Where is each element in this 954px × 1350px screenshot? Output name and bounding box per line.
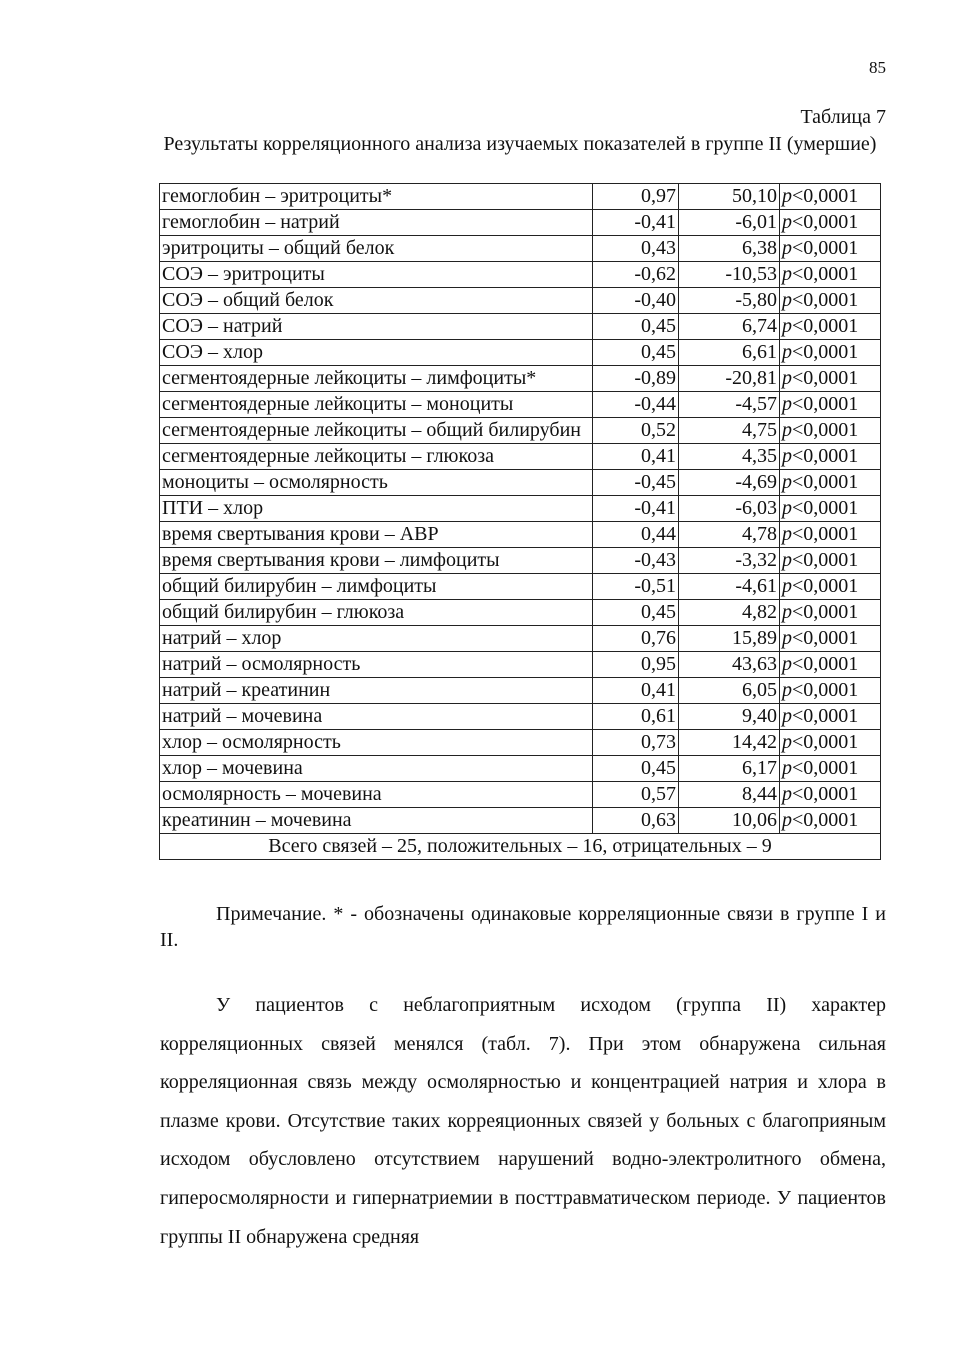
p-symbol: p xyxy=(782,497,792,519)
correlation-coefficient-cell: 0,41 xyxy=(593,444,679,470)
t-statistic-cell: 4,78 xyxy=(679,522,780,548)
correlation-table xyxy=(159,183,881,860)
p-value: <0,0001 xyxy=(792,185,859,207)
indicator-pair-cell: эритроциты – общий белок xyxy=(160,236,593,262)
correlation-coefficient-cell: 0,73 xyxy=(593,730,679,756)
p-value-cell xyxy=(780,782,881,808)
t-statistic-cell: 6,05 xyxy=(679,678,780,704)
p-symbol: p xyxy=(782,653,792,675)
table-row xyxy=(160,236,881,262)
indicator-pair-cell: осмолярность – мочевина xyxy=(160,782,593,808)
p-value-cell xyxy=(780,184,881,210)
t-statistic-cell: 4,35 xyxy=(679,444,780,470)
table-row xyxy=(160,392,881,418)
correlation-coefficient-cell: 0,45 xyxy=(593,756,679,782)
correlation-coefficient-cell: 0,76 xyxy=(593,626,679,652)
p-value-cell xyxy=(780,704,881,730)
table-row xyxy=(160,470,881,496)
p-value: <0,0001 xyxy=(792,783,859,805)
p-symbol: p xyxy=(782,445,792,467)
p-value: <0,0001 xyxy=(792,367,859,389)
p-value-cell xyxy=(780,808,881,834)
correlation-coefficient-cell: -0,43 xyxy=(593,548,679,574)
table-label: Таблица 7 xyxy=(800,106,886,128)
p-symbol: p xyxy=(782,237,792,259)
indicator-pair-cell: время свертывания крови – лимфоциты xyxy=(160,548,593,574)
table-row xyxy=(160,782,881,808)
correlation-coefficient-cell: 0,44 xyxy=(593,522,679,548)
correlation-coefficient-cell: -0,44 xyxy=(593,392,679,418)
indicator-pair-cell: сегментоядерные лейкоциты – моноциты xyxy=(160,392,593,418)
p-value-cell xyxy=(780,600,881,626)
t-statistic-cell: 14,42 xyxy=(679,730,780,756)
p-value-cell xyxy=(780,262,881,288)
p-value-cell xyxy=(780,626,881,652)
p-value: <0,0001 xyxy=(792,705,859,727)
p-symbol: p xyxy=(782,679,792,701)
table-caption: Результаты корреляционного анализа изучаемых показателей в группе II (умершие) xyxy=(163,133,877,155)
p-symbol: p xyxy=(782,601,792,623)
table-row xyxy=(160,756,881,782)
p-value-cell xyxy=(780,678,881,704)
p-value: <0,0001 xyxy=(792,575,859,597)
p-symbol: p xyxy=(782,471,792,493)
table-row xyxy=(160,548,881,574)
indicator-pair-cell: натрий – хлор xyxy=(160,626,593,652)
table-row xyxy=(160,288,881,314)
correlation-coefficient-cell: -0,89 xyxy=(593,366,679,392)
p-value-cell xyxy=(780,236,881,262)
table-row xyxy=(160,210,881,236)
p-value: <0,0001 xyxy=(792,263,859,285)
p-symbol: p xyxy=(782,523,792,545)
table-row xyxy=(160,600,881,626)
indicator-pair-cell: время свертывания крови – АВР xyxy=(160,522,593,548)
t-statistic-cell: -20,81 xyxy=(679,366,780,392)
t-statistic-cell: 6,38 xyxy=(679,236,780,262)
correlation-coefficient-cell: 0,52 xyxy=(593,418,679,444)
p-value-cell xyxy=(780,756,881,782)
correlation-table-body xyxy=(160,184,881,860)
p-symbol: p xyxy=(782,419,792,441)
p-symbol: p xyxy=(782,367,792,389)
p-value-cell xyxy=(780,366,881,392)
p-value: <0,0001 xyxy=(792,809,859,831)
t-statistic-cell: 9,40 xyxy=(679,704,780,730)
p-value: <0,0001 xyxy=(792,445,859,467)
p-value-cell xyxy=(780,548,881,574)
indicator-pair-cell: СОЭ – хлор xyxy=(160,340,593,366)
p-value-cell xyxy=(780,392,881,418)
t-statistic-cell: -3,32 xyxy=(679,548,780,574)
t-statistic-cell: -5,80 xyxy=(679,288,780,314)
correlation-coefficient-cell: -0,51 xyxy=(593,574,679,600)
p-symbol: p xyxy=(782,289,792,311)
p-value-cell xyxy=(780,496,881,522)
indicator-pair-cell: натрий – осмолярность xyxy=(160,652,593,678)
indicator-pair-cell: сегментоядерные лейкоциты – общий билирубин xyxy=(160,418,593,444)
table-row xyxy=(160,418,881,444)
indicator-pair-cell: гемоглобин – натрий xyxy=(160,210,593,236)
t-statistic-cell: -4,69 xyxy=(679,470,780,496)
table-row xyxy=(160,704,881,730)
p-value-cell xyxy=(780,730,881,756)
p-value-cell xyxy=(780,288,881,314)
p-symbol: p xyxy=(782,185,792,207)
correlation-coefficient-cell: 0,57 xyxy=(593,782,679,808)
p-value: <0,0001 xyxy=(792,289,859,311)
correlation-coefficient-cell: -0,40 xyxy=(593,288,679,314)
p-symbol: p xyxy=(782,393,792,415)
indicator-pair-cell: креатинин – мочевина xyxy=(160,808,593,834)
correlation-coefficient-cell: 0,41 xyxy=(593,678,679,704)
indicator-pair-cell: общий билирубин – лимфоциты xyxy=(160,574,593,600)
t-statistic-cell: 4,82 xyxy=(679,600,780,626)
table-row xyxy=(160,522,881,548)
correlation-coefficient-cell: 0,45 xyxy=(593,600,679,626)
p-symbol: p xyxy=(782,627,792,649)
p-value-cell xyxy=(780,522,881,548)
correlation-coefficient-cell: 0,63 xyxy=(593,808,679,834)
p-symbol: p xyxy=(782,783,792,805)
total-links-cell: Всего связей – 25, положительных – 16, отрицательных – 9 xyxy=(160,834,881,860)
table-row xyxy=(160,626,881,652)
indicator-pair-cell: общий билирубин – глюкоза xyxy=(160,600,593,626)
table-row xyxy=(160,366,881,392)
p-value: <0,0001 xyxy=(792,601,859,623)
indicator-pair-cell: ПТИ – хлор xyxy=(160,496,593,522)
p-symbol: p xyxy=(782,315,792,337)
p-value: <0,0001 xyxy=(792,393,859,415)
table-row xyxy=(160,808,881,834)
table-row xyxy=(160,340,881,366)
t-statistic-cell: 6,61 xyxy=(679,340,780,366)
correlation-coefficient-cell: -0,62 xyxy=(593,262,679,288)
t-statistic-cell: 50,10 xyxy=(679,184,780,210)
p-value-cell xyxy=(780,652,881,678)
indicator-pair-cell: СОЭ – натрий xyxy=(160,314,593,340)
correlation-coefficient-cell: 0,45 xyxy=(593,340,679,366)
t-statistic-cell: 6,74 xyxy=(679,314,780,340)
indicator-pair-cell: СОЭ – общий белок xyxy=(160,288,593,314)
table-row xyxy=(160,262,881,288)
t-statistic-cell: 15,89 xyxy=(679,626,780,652)
p-value: <0,0001 xyxy=(792,341,859,363)
t-statistic-cell: -4,57 xyxy=(679,392,780,418)
table-row xyxy=(160,574,881,600)
p-value-cell xyxy=(780,574,881,600)
correlation-coefficient-cell: 0,43 xyxy=(593,236,679,262)
t-statistic-cell: 6,17 xyxy=(679,756,780,782)
p-value-cell xyxy=(780,210,881,236)
correlation-coefficient-cell: 0,61 xyxy=(593,704,679,730)
p-value: <0,0001 xyxy=(792,497,859,519)
table-total-row xyxy=(160,834,881,860)
page-number: 85 xyxy=(869,58,886,77)
p-value-cell xyxy=(780,470,881,496)
p-symbol: p xyxy=(782,211,792,233)
p-value: <0,0001 xyxy=(792,237,859,259)
t-statistic-cell: 4,75 xyxy=(679,418,780,444)
table-row xyxy=(160,730,881,756)
t-statistic-cell: 8,44 xyxy=(679,782,780,808)
p-value-cell xyxy=(780,418,881,444)
p-symbol: p xyxy=(782,809,792,831)
indicator-pair-cell: моноциты – осмолярность xyxy=(160,470,593,496)
table-row xyxy=(160,444,881,470)
p-symbol: p xyxy=(782,757,792,779)
t-statistic-cell: -10,53 xyxy=(679,262,780,288)
table-row xyxy=(160,678,881,704)
table-note: Примечание. * - обозначены одинаковые корреляционные связи в группе I и II. xyxy=(160,903,886,951)
body-paragraph: У пациентов с неблагоприятным исходом (группа II) характер корреляционных связей менялся (табл. 7). При этом обнаружена сильная корреляционная связь между осмолярностью и концентрацией натрия и хлора в плазме крови. Отсутствие таких корреяционных связей у больных с благоприяным исходом обусловлено отсутствием нарушений водно-электролитного обмена, гиперосмолярности и гипернатриемии в посттравматическом периоде. У пациентов группы II обнаружена средняя xyxy=(160,994,886,1248)
correlation-coefficient-cell: 0,97 xyxy=(593,184,679,210)
p-value: <0,0001 xyxy=(792,211,859,233)
t-statistic-cell: -4,61 xyxy=(679,574,780,600)
table-row xyxy=(160,496,881,522)
table-row xyxy=(160,314,881,340)
correlation-coefficient-cell: 0,45 xyxy=(593,314,679,340)
indicator-pair-cell: натрий – креатинин xyxy=(160,678,593,704)
t-statistic-cell: 10,06 xyxy=(679,808,780,834)
indicator-pair-cell: гемоглобин – эритроциты* xyxy=(160,184,593,210)
p-symbol: p xyxy=(782,549,792,571)
p-value: <0,0001 xyxy=(792,315,859,337)
indicator-pair-cell: СОЭ – эритроциты xyxy=(160,262,593,288)
p-value: <0,0001 xyxy=(792,731,859,753)
indicator-pair-cell: хлор – осмолярность xyxy=(160,730,593,756)
p-symbol: p xyxy=(782,341,792,363)
p-value: <0,0001 xyxy=(792,549,859,571)
p-symbol: p xyxy=(782,575,792,597)
indicator-pair-cell: сегментоядерные лейкоциты – лимфоциты* xyxy=(160,366,593,392)
correlation-coefficient-cell: -0,41 xyxy=(593,210,679,236)
indicator-pair-cell: хлор – мочевина xyxy=(160,756,593,782)
p-value-cell xyxy=(780,314,881,340)
t-statistic-cell: -6,01 xyxy=(679,210,780,236)
correlation-coefficient-cell: -0,45 xyxy=(593,470,679,496)
indicator-pair-cell: сегментоядерные лейкоциты – глюкоза xyxy=(160,444,593,470)
p-value: <0,0001 xyxy=(792,679,859,701)
p-value: <0,0001 xyxy=(792,471,859,493)
p-value: <0,0001 xyxy=(792,419,859,441)
table-row xyxy=(160,184,881,210)
p-symbol: p xyxy=(782,263,792,285)
indicator-pair-cell: натрий – мочевина xyxy=(160,704,593,730)
table-row xyxy=(160,652,881,678)
p-value: <0,0001 xyxy=(792,523,859,545)
p-symbol: p xyxy=(782,731,792,753)
p-value: <0,0001 xyxy=(792,627,859,649)
correlation-coefficient-cell: -0,41 xyxy=(593,496,679,522)
correlation-coefficient-cell: 0,95 xyxy=(593,652,679,678)
t-statistic-cell: -6,03 xyxy=(679,496,780,522)
p-value-cell xyxy=(780,340,881,366)
p-value-cell xyxy=(780,444,881,470)
p-symbol: p xyxy=(782,705,792,727)
p-value: <0,0001 xyxy=(792,757,859,779)
t-statistic-cell: 43,63 xyxy=(679,652,780,678)
p-value: <0,0001 xyxy=(792,653,859,675)
